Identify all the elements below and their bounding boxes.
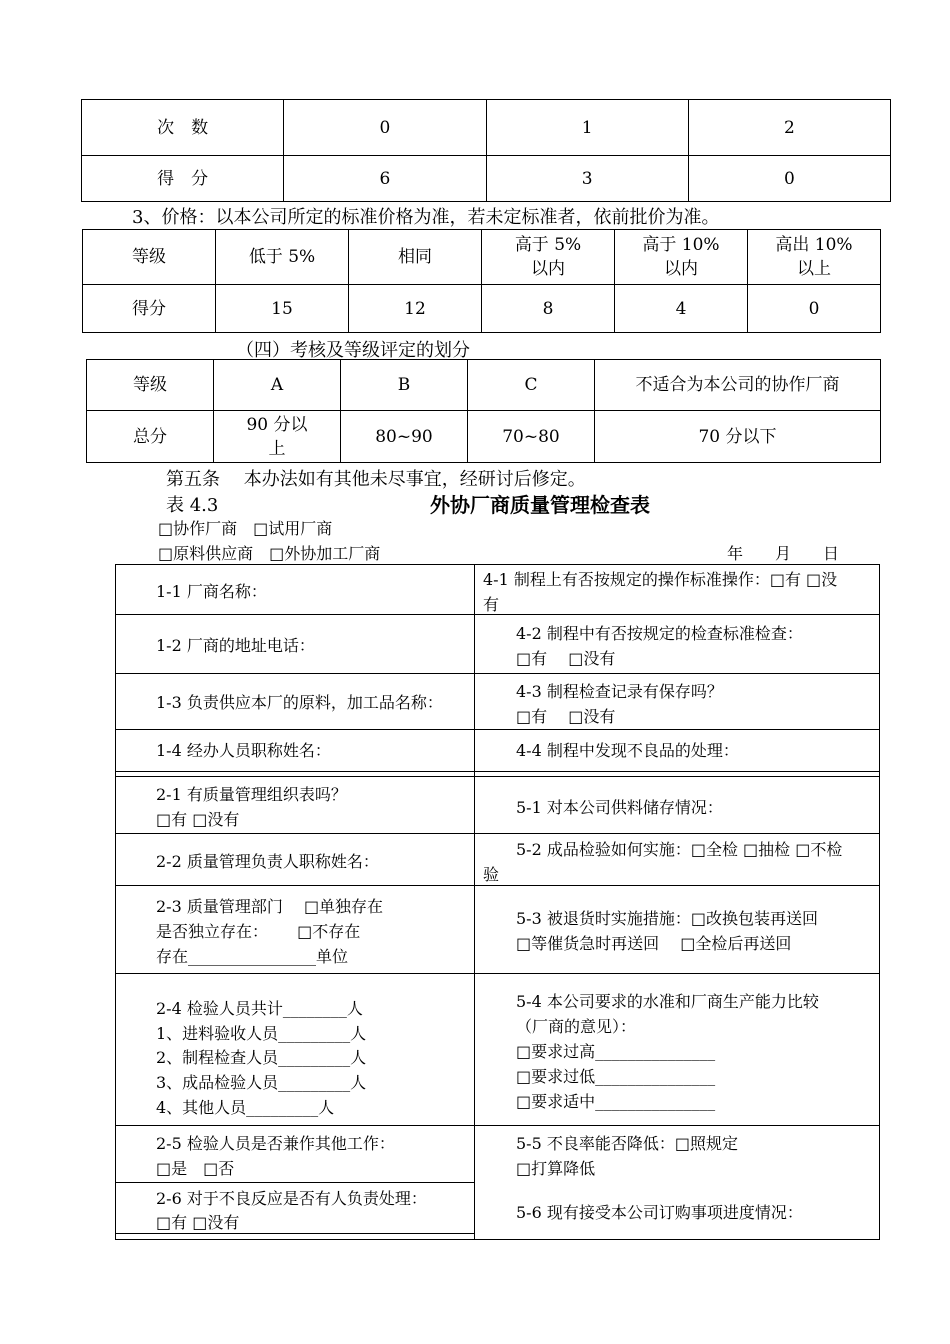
rating-header: 等级 [87,360,214,411]
defect-handler-options[interactable]: □有 □没有 [156,1213,240,1232]
other-staff: 4、其他人员_________人 [156,1098,335,1117]
vendor-name-field: 1-1 厂商名称： [156,582,267,601]
count-score-table [81,99,891,202]
defect-handler-question: 2-6 对于不良反应是否有人负责处理： [156,1189,427,1208]
grade-header: 高于 5% 以内 [482,230,615,285]
score-label: 得 分 [82,156,284,202]
count-cell: 2 [688,100,890,156]
grade-header: 等级 [83,230,216,285]
grade-score-label: 得分 [83,285,216,333]
defect-handling-field: 4-4 制程中发现不良品的处理： [516,741,739,760]
rating-header: C [468,360,595,411]
qc-org-question: 2-1 有质量管理组织表吗？ [156,785,347,804]
grade-score: 8 [482,285,615,333]
qc-dept-line2[interactable]: 是否独立存在： □不存在 [156,922,361,941]
final-inspectors: 3、成品检验人员_________人 [156,1073,367,1092]
count-label: 次 数 [82,100,284,156]
total-value: 80~90 [341,411,468,463]
rating-header: 不适合为本公司的协作厂商 [595,360,881,411]
score-cell: 6 [284,156,486,202]
process-standard-question[interactable]: 4-1 制程上有否按规定的操作标准操作：□有 □没 [483,570,838,589]
total-label: 总分 [87,411,214,463]
score-cell: 0 [688,156,890,202]
supplier-type-checkboxes[interactable]: □原料供应商 □外协加工厂商 [158,544,381,563]
qc-dept-line3: 存在________________单位 [156,947,349,966]
grade-header: 相同 [349,230,482,285]
handler-field: 1-4 经办人员职称姓名： [156,741,331,760]
order-progress-field: 5-6 现有接受本公司订购事项进度情况： [516,1203,803,1222]
capability-compare-sub: （厂商的意见）： [516,1017,637,1036]
requirement-appropriate[interactable]: □要求适中_______________ [516,1092,716,1111]
section-title: （四）考核及等级评定的划分 [236,340,470,361]
defect-rate-option[interactable]: □打算降低 [516,1159,596,1178]
form-title: 外协厂商质量管理检查表 [430,493,650,517]
inspector-dual-role-options[interactable]: □是 □否 [156,1159,235,1178]
supplied-materials-field: 1-3 负责供应本厂的原料，加工品名称： [156,693,443,712]
total-value: 70~80 [468,411,595,463]
grade-score: 0 [748,285,881,333]
final-inspection-question[interactable]: 5-2 成品检验如何实施：□全检 □抽检 □不检 [516,840,843,859]
return-measures-line2[interactable]: □等催货急时再送回 □全检后再送回 [516,934,792,953]
process-inspectors: 2、制程检查人员_________人 [156,1048,367,1067]
inspector-count: 2-4 检验人员共计________人 [156,999,363,1018]
capability-compare-title: 5-4 本公司要求的水准和厂商生产能力比较 [516,992,819,1011]
grade-score: 15 [216,285,349,333]
score-cell: 3 [486,156,688,202]
grade-score: 4 [615,285,748,333]
incoming-inspectors: 1、进料验收人员_________人 [156,1024,367,1043]
date-label: 年 月 日 [727,544,840,563]
grade-header: 低于 5% [216,230,349,285]
requirement-too-low[interactable]: □要求过低_______________ [516,1067,716,1086]
table-number: 表 4.3 [166,495,219,516]
rating-table [86,359,881,463]
process-inspection-question: 4-2 制程中有否按规定的检查标准检查： [516,624,803,643]
qc-dept-line1[interactable]: 2-3 质量管理部门 □单独存在 [156,897,384,916]
rating-header: A [214,360,341,411]
total-value: 90 分以 上 [214,411,341,463]
grade-header: 高于 10% 以内 [615,230,748,285]
qc-manager-field: 2-2 质量管理负责人职称姓名： [156,852,379,871]
rating-header: B [341,360,468,411]
price-rule-text: 3、价格：以本公司所定的标准价格为准，若未定标准者，依前批价为准。 [132,207,720,228]
defect-rate-question[interactable]: 5-5 不良率能否降低：□照规定 [516,1134,738,1153]
total-value: 70 分以下 [595,411,881,463]
inspector-dual-role-question: 2-5 检验人员是否兼作其他工作： [156,1134,395,1153]
process-record-question: 4-3 制程检查记录有保存吗？ [516,682,723,701]
vendor-contact-field: 1-2 厂商的地址电话： [156,636,315,655]
final-inspection-wrap: 验 [483,865,500,884]
article-five: 第五条 本办法如有其他未尽事宜，经研讨后修定。 [166,469,586,490]
qc-org-options[interactable]: □有 □没有 [156,810,240,829]
process-standard-wrap: 有 [483,595,500,614]
requirement-too-high[interactable]: □要求过高_______________ [516,1042,716,1061]
price-grade-table [82,229,881,333]
count-cell: 0 [284,100,486,156]
process-record-options[interactable]: □有 □没有 [516,707,616,726]
grade-score: 12 [349,285,482,333]
process-inspection-options[interactable]: □有 □没有 [516,649,616,668]
grade-header: 高出 10% 以上 [748,230,881,285]
return-measures-line1[interactable]: 5-3 被退货时实施措施：□改换包装再送回 [516,909,818,928]
vendor-type-checkboxes[interactable]: □协作厂商 □试用厂商 [158,519,333,538]
material-storage-field: 5-1 对本公司供料储存情况： [516,798,723,817]
count-cell: 1 [486,100,688,156]
